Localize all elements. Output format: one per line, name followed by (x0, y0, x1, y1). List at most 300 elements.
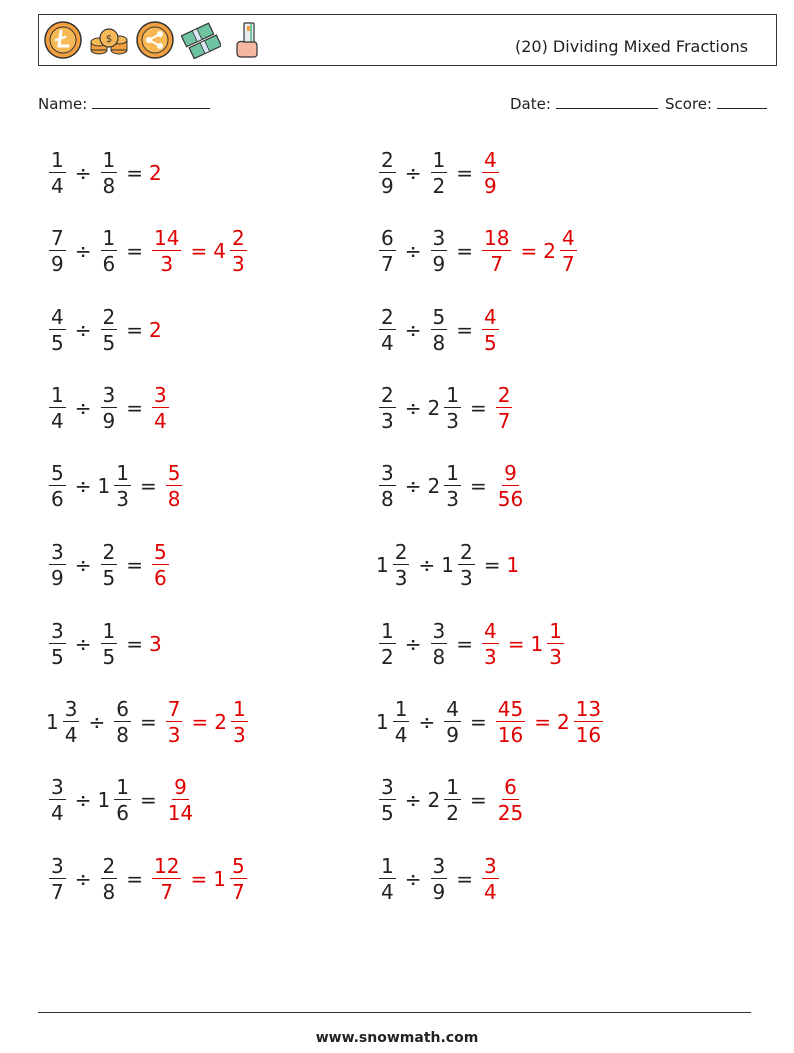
denominator: 6 (51, 487, 64, 511)
answer-value (531, 620, 567, 668)
denominator: 3 (167, 723, 181, 747)
fraction (379, 149, 396, 197)
numerator: 1 (446, 461, 459, 485)
equals-sign: = (126, 632, 143, 656)
footer-divider (38, 1012, 751, 1013)
equals-sign: = (139, 474, 157, 498)
numerator: 9 (504, 461, 517, 485)
fraction (230, 227, 247, 275)
divide-sign: ÷ (74, 239, 92, 263)
denominator: 2 (432, 174, 446, 198)
fraction (379, 462, 396, 510)
numerator: 1 (51, 148, 64, 172)
answer (149, 633, 163, 655)
card-in-hand-icon (227, 20, 267, 60)
denominator: 5 (102, 645, 116, 669)
divisor (428, 149, 451, 197)
answer-value (149, 633, 163, 655)
fraction (49, 620, 66, 668)
equals-sign: = (456, 239, 473, 263)
divide-sign: ÷ (404, 474, 422, 498)
numerator: 2 (102, 540, 116, 564)
numerator: 5 (51, 461, 64, 485)
numerator: 4 (51, 305, 64, 329)
denominator: 9 (432, 880, 446, 904)
answer (149, 162, 163, 184)
numerator: 1 (116, 461, 129, 485)
fraction (49, 306, 66, 354)
denominator: 8 (432, 331, 446, 355)
divide-sign: ÷ (418, 710, 436, 734)
dividend (376, 541, 412, 589)
problem-18 (376, 776, 528, 824)
numerator: 2 (394, 540, 408, 564)
answer-value (163, 462, 186, 510)
divisor (98, 384, 121, 432)
problem-12 (376, 541, 520, 589)
dividend (376, 462, 399, 510)
answer (479, 306, 502, 354)
numerator: 2 (102, 305, 116, 329)
fraction (379, 384, 396, 432)
answer-value (493, 776, 528, 824)
numerator: 14 (154, 226, 180, 250)
dividend (46, 855, 69, 903)
answer-value (493, 698, 528, 746)
denominator: 4 (381, 331, 394, 355)
numerator: 3 (51, 775, 64, 799)
whole-part: 2 (427, 474, 441, 498)
fraction (231, 698, 248, 746)
denominator: 3 (394, 566, 408, 590)
date-field (510, 94, 658, 113)
answer (479, 620, 502, 668)
divide-sign: ÷ (404, 396, 422, 420)
numerator: 3 (64, 697, 78, 721)
numerator: 1 (102, 226, 116, 250)
denominator: 56 (497, 487, 524, 511)
divisor (111, 698, 134, 746)
answer-value (479, 620, 502, 668)
numerator: 7 (167, 697, 181, 721)
equals-sign: = (483, 553, 501, 577)
dividend (46, 227, 69, 275)
divide-sign: ÷ (404, 161, 422, 185)
fraction (114, 776, 131, 824)
denominator: 16 (575, 723, 602, 747)
fraction (49, 462, 66, 510)
denominator: 3 (381, 409, 394, 433)
numerator: 6 (381, 226, 394, 250)
dividend (376, 620, 399, 668)
numerator: 3 (381, 461, 394, 485)
numerator: 3 (484, 854, 497, 878)
cash-bundle-icon (181, 20, 221, 60)
whole-part: 1 (376, 553, 389, 577)
numerator: 3 (102, 383, 116, 407)
divide-sign: ÷ (404, 318, 422, 342)
denominator: 8 (102, 880, 116, 904)
fraction (547, 620, 564, 668)
numerator: 2 (231, 226, 245, 250)
problem-4 (376, 227, 580, 275)
integer-value: 1 (506, 553, 520, 577)
fraction (230, 855, 247, 903)
equals-sign: = (520, 239, 538, 263)
whole-part: 1 (441, 553, 454, 577)
denominator: 6 (102, 252, 116, 276)
numerator: 3 (154, 383, 167, 407)
fraction (166, 698, 183, 746)
answer (479, 149, 502, 197)
denominator: 8 (167, 487, 181, 511)
answer (506, 554, 520, 576)
whole-part: 4 (213, 239, 226, 263)
denominator: 5 (51, 645, 64, 669)
denominator: 5 (484, 331, 497, 355)
fraction (101, 855, 118, 903)
dividend (46, 541, 69, 589)
problem-15 (46, 698, 251, 746)
fraction (166, 462, 183, 510)
numerator: 9 (174, 775, 187, 799)
denominator: 2 (381, 645, 394, 669)
divisor (428, 620, 451, 668)
fraction (152, 855, 181, 903)
numerator: 1 (381, 619, 394, 643)
equals-sign: = (126, 318, 143, 342)
divide-sign: ÷ (74, 161, 92, 185)
denominator: 3 (231, 252, 245, 276)
divide-sign: ÷ (88, 710, 106, 734)
fraction (101, 306, 118, 354)
divisor (98, 306, 121, 354)
fraction (444, 462, 461, 510)
numerator: 1 (446, 383, 459, 407)
denominator: 16 (497, 723, 524, 747)
divide-sign: ÷ (74, 867, 92, 891)
fraction (496, 698, 525, 746)
numerator: 3 (432, 226, 446, 250)
numerator: 5 (154, 540, 167, 564)
denominator: 7 (51, 880, 64, 904)
divide-sign: ÷ (404, 867, 422, 891)
problem-14 (376, 620, 567, 668)
numerator: 4 (446, 697, 459, 721)
numerator: 12 (154, 854, 180, 878)
fraction (101, 384, 118, 432)
denominator: 14 (167, 801, 194, 825)
dividend (376, 227, 399, 275)
denominator: 3 (446, 487, 459, 511)
denominator: 25 (497, 801, 524, 825)
answer-value (479, 149, 502, 197)
problem-1 (46, 149, 163, 197)
problem-8 (376, 384, 515, 432)
problem-11 (46, 541, 172, 589)
problem-16 (376, 698, 606, 746)
fraction (101, 620, 118, 668)
equals-sign: = (190, 239, 208, 263)
fraction (574, 698, 603, 746)
fraction (101, 541, 118, 589)
denominator: 4 (51, 409, 64, 433)
denominator: 4 (394, 723, 408, 747)
denominator: 9 (432, 252, 446, 276)
equals-sign: = (456, 161, 473, 185)
equals-sign: = (126, 239, 143, 263)
fraction (114, 462, 131, 510)
worksheet-title: (20) Dividing Mixed Fractions (515, 37, 749, 56)
numerator: 3 (381, 775, 394, 799)
answer (528, 698, 606, 746)
divide-sign: ÷ (74, 788, 92, 812)
fraction (49, 149, 66, 197)
answer-value (149, 855, 184, 903)
divisor (98, 855, 121, 903)
problem-10 (376, 462, 528, 510)
numerator: 1 (432, 148, 446, 172)
score-blank[interactable] (717, 94, 767, 109)
denominator: 4 (381, 880, 394, 904)
integer-value: 2 (149, 318, 162, 342)
numerator: 3 (432, 619, 446, 643)
numerator: 4 (484, 148, 497, 172)
equals-sign: = (469, 710, 487, 734)
denominator: 9 (51, 252, 64, 276)
divisor (441, 698, 464, 746)
header-icons (43, 20, 267, 60)
whole-part: 1 (376, 710, 389, 734)
denominator: 9 (484, 174, 497, 198)
answer-value (213, 855, 249, 903)
numerator: 2 (381, 305, 394, 329)
dividend (46, 776, 69, 824)
denominator: 3 (549, 645, 562, 669)
denominator: 7 (490, 252, 504, 276)
equals-sign: = (469, 788, 487, 812)
fraction (458, 541, 475, 589)
divisor (428, 855, 451, 903)
answer (493, 698, 528, 746)
fraction (482, 149, 499, 197)
problem-7 (46, 384, 172, 432)
score-field (665, 94, 767, 113)
answer (163, 462, 186, 510)
denominator: 4 (154, 409, 167, 433)
fraction (482, 306, 499, 354)
divide-sign: ÷ (404, 788, 422, 812)
whole-part: 1 (46, 710, 59, 734)
integer-value: 3 (149, 632, 162, 656)
fraction (431, 620, 448, 668)
equals-sign: = (126, 867, 143, 891)
dividend (376, 149, 399, 197)
equals-sign: = (469, 396, 487, 420)
worksheet-header (38, 14, 777, 66)
fraction (393, 698, 410, 746)
problem-2 (376, 149, 502, 197)
numerator: 7 (51, 226, 64, 250)
fraction (379, 620, 396, 668)
answer (502, 620, 567, 668)
fraction (49, 384, 66, 432)
fraction (49, 776, 66, 824)
answer (479, 227, 514, 275)
denominator: 5 (102, 566, 116, 590)
divisor (428, 384, 464, 432)
answer (493, 776, 528, 824)
answer-value (479, 306, 502, 354)
divide-sign: ÷ (404, 239, 422, 263)
equals-sign: = (126, 396, 143, 420)
problem-19 (46, 855, 250, 903)
denominator: 8 (381, 487, 394, 511)
date-blank[interactable] (556, 94, 658, 109)
name-blank[interactable] (92, 94, 210, 109)
numerator: 2 (381, 148, 394, 172)
name-label: Name: (38, 95, 88, 113)
divisor (441, 541, 477, 589)
equals-sign: = (534, 710, 551, 734)
numerator: 3 (432, 854, 446, 878)
denominator: 3 (459, 566, 473, 590)
answer (149, 855, 184, 903)
problem-9 (46, 462, 185, 510)
divisor (428, 462, 464, 510)
fraction (444, 384, 461, 432)
fraction (152, 541, 169, 589)
share-coin-icon (135, 20, 175, 60)
numerator: 13 (575, 697, 602, 721)
answer-value (213, 227, 249, 275)
fraction (49, 541, 66, 589)
fraction (379, 855, 396, 903)
dividend (376, 306, 399, 354)
divisor (98, 149, 121, 197)
answer (163, 698, 186, 746)
numerator: 5 (167, 461, 181, 485)
fraction (431, 306, 448, 354)
fraction (101, 149, 118, 197)
numerator: 5 (432, 305, 446, 329)
denominator: 9 (102, 409, 116, 433)
equals-sign: = (139, 710, 157, 734)
denominator: 7 (561, 252, 575, 276)
denominator: 9 (51, 566, 64, 590)
fraction (444, 698, 461, 746)
fraction (482, 855, 499, 903)
divisor (98, 776, 134, 824)
numerator: 3 (51, 540, 64, 564)
whole-part: 2 (556, 710, 570, 734)
fraction (379, 227, 396, 275)
whole-part: 1 (97, 788, 111, 812)
coin-stack-icon (89, 20, 129, 60)
dividend (376, 776, 399, 824)
denominator: 3 (116, 487, 129, 511)
problem-13 (46, 620, 163, 668)
divide-sign: ÷ (74, 318, 92, 342)
denominator: 7 (231, 880, 245, 904)
whole-part: 2 (543, 239, 556, 263)
numerator: 2 (497, 383, 511, 407)
problem-17 (46, 776, 198, 824)
denominator: 9 (446, 723, 459, 747)
answer-value (149, 541, 172, 589)
equals-sign: = (126, 161, 143, 185)
numerator: 6 (504, 775, 517, 799)
denominator: 7 (497, 409, 511, 433)
numerator: 1 (394, 697, 408, 721)
answer (149, 227, 184, 275)
fraction (49, 855, 66, 903)
denominator: 3 (232, 723, 246, 747)
denominator: 7 (160, 880, 174, 904)
divisor (428, 306, 451, 354)
denominator: 4 (484, 880, 497, 904)
problem-5 (46, 306, 163, 354)
answer-value (163, 698, 186, 746)
denominator: 4 (51, 801, 64, 825)
equals-sign: = (456, 318, 473, 342)
answer (493, 462, 528, 510)
denominator: 3 (484, 645, 497, 669)
denominator: 5 (51, 331, 64, 355)
fraction (379, 776, 396, 824)
answer-value (506, 554, 520, 576)
denominator: 8 (116, 723, 129, 747)
denominator: 4 (51, 174, 64, 198)
numerator: 18 (484, 226, 510, 250)
equals-sign: = (191, 710, 209, 734)
divisor (428, 776, 464, 824)
dividend (46, 306, 69, 354)
numerator: 1 (51, 383, 64, 407)
numerator: 2 (381, 383, 394, 407)
fraction (152, 227, 181, 275)
denominator: 7 (381, 252, 394, 276)
dividend (376, 855, 399, 903)
whole-part: 2 (427, 396, 441, 420)
numerator: 1 (116, 775, 129, 799)
fraction (152, 384, 169, 432)
fraction (63, 698, 80, 746)
problem-6 (376, 306, 502, 354)
problem-20 (376, 855, 502, 903)
answer-value (493, 462, 528, 510)
answer (184, 227, 249, 275)
divisor (98, 462, 134, 510)
fraction (482, 620, 499, 668)
dividend (46, 149, 69, 197)
answer-value (149, 319, 163, 341)
divide-sign: ÷ (74, 632, 92, 656)
answer (493, 384, 516, 432)
divide-sign: ÷ (418, 553, 436, 577)
name-field (38, 94, 210, 113)
answer-value (479, 227, 514, 275)
answer (149, 384, 172, 432)
numerator: 5 (231, 854, 245, 878)
answer (185, 698, 250, 746)
denominator: 3 (160, 252, 174, 276)
integer-value: 2 (149, 161, 162, 185)
answer-value (149, 384, 172, 432)
fraction (482, 227, 511, 275)
fraction (560, 227, 577, 275)
answer-value (149, 227, 184, 275)
